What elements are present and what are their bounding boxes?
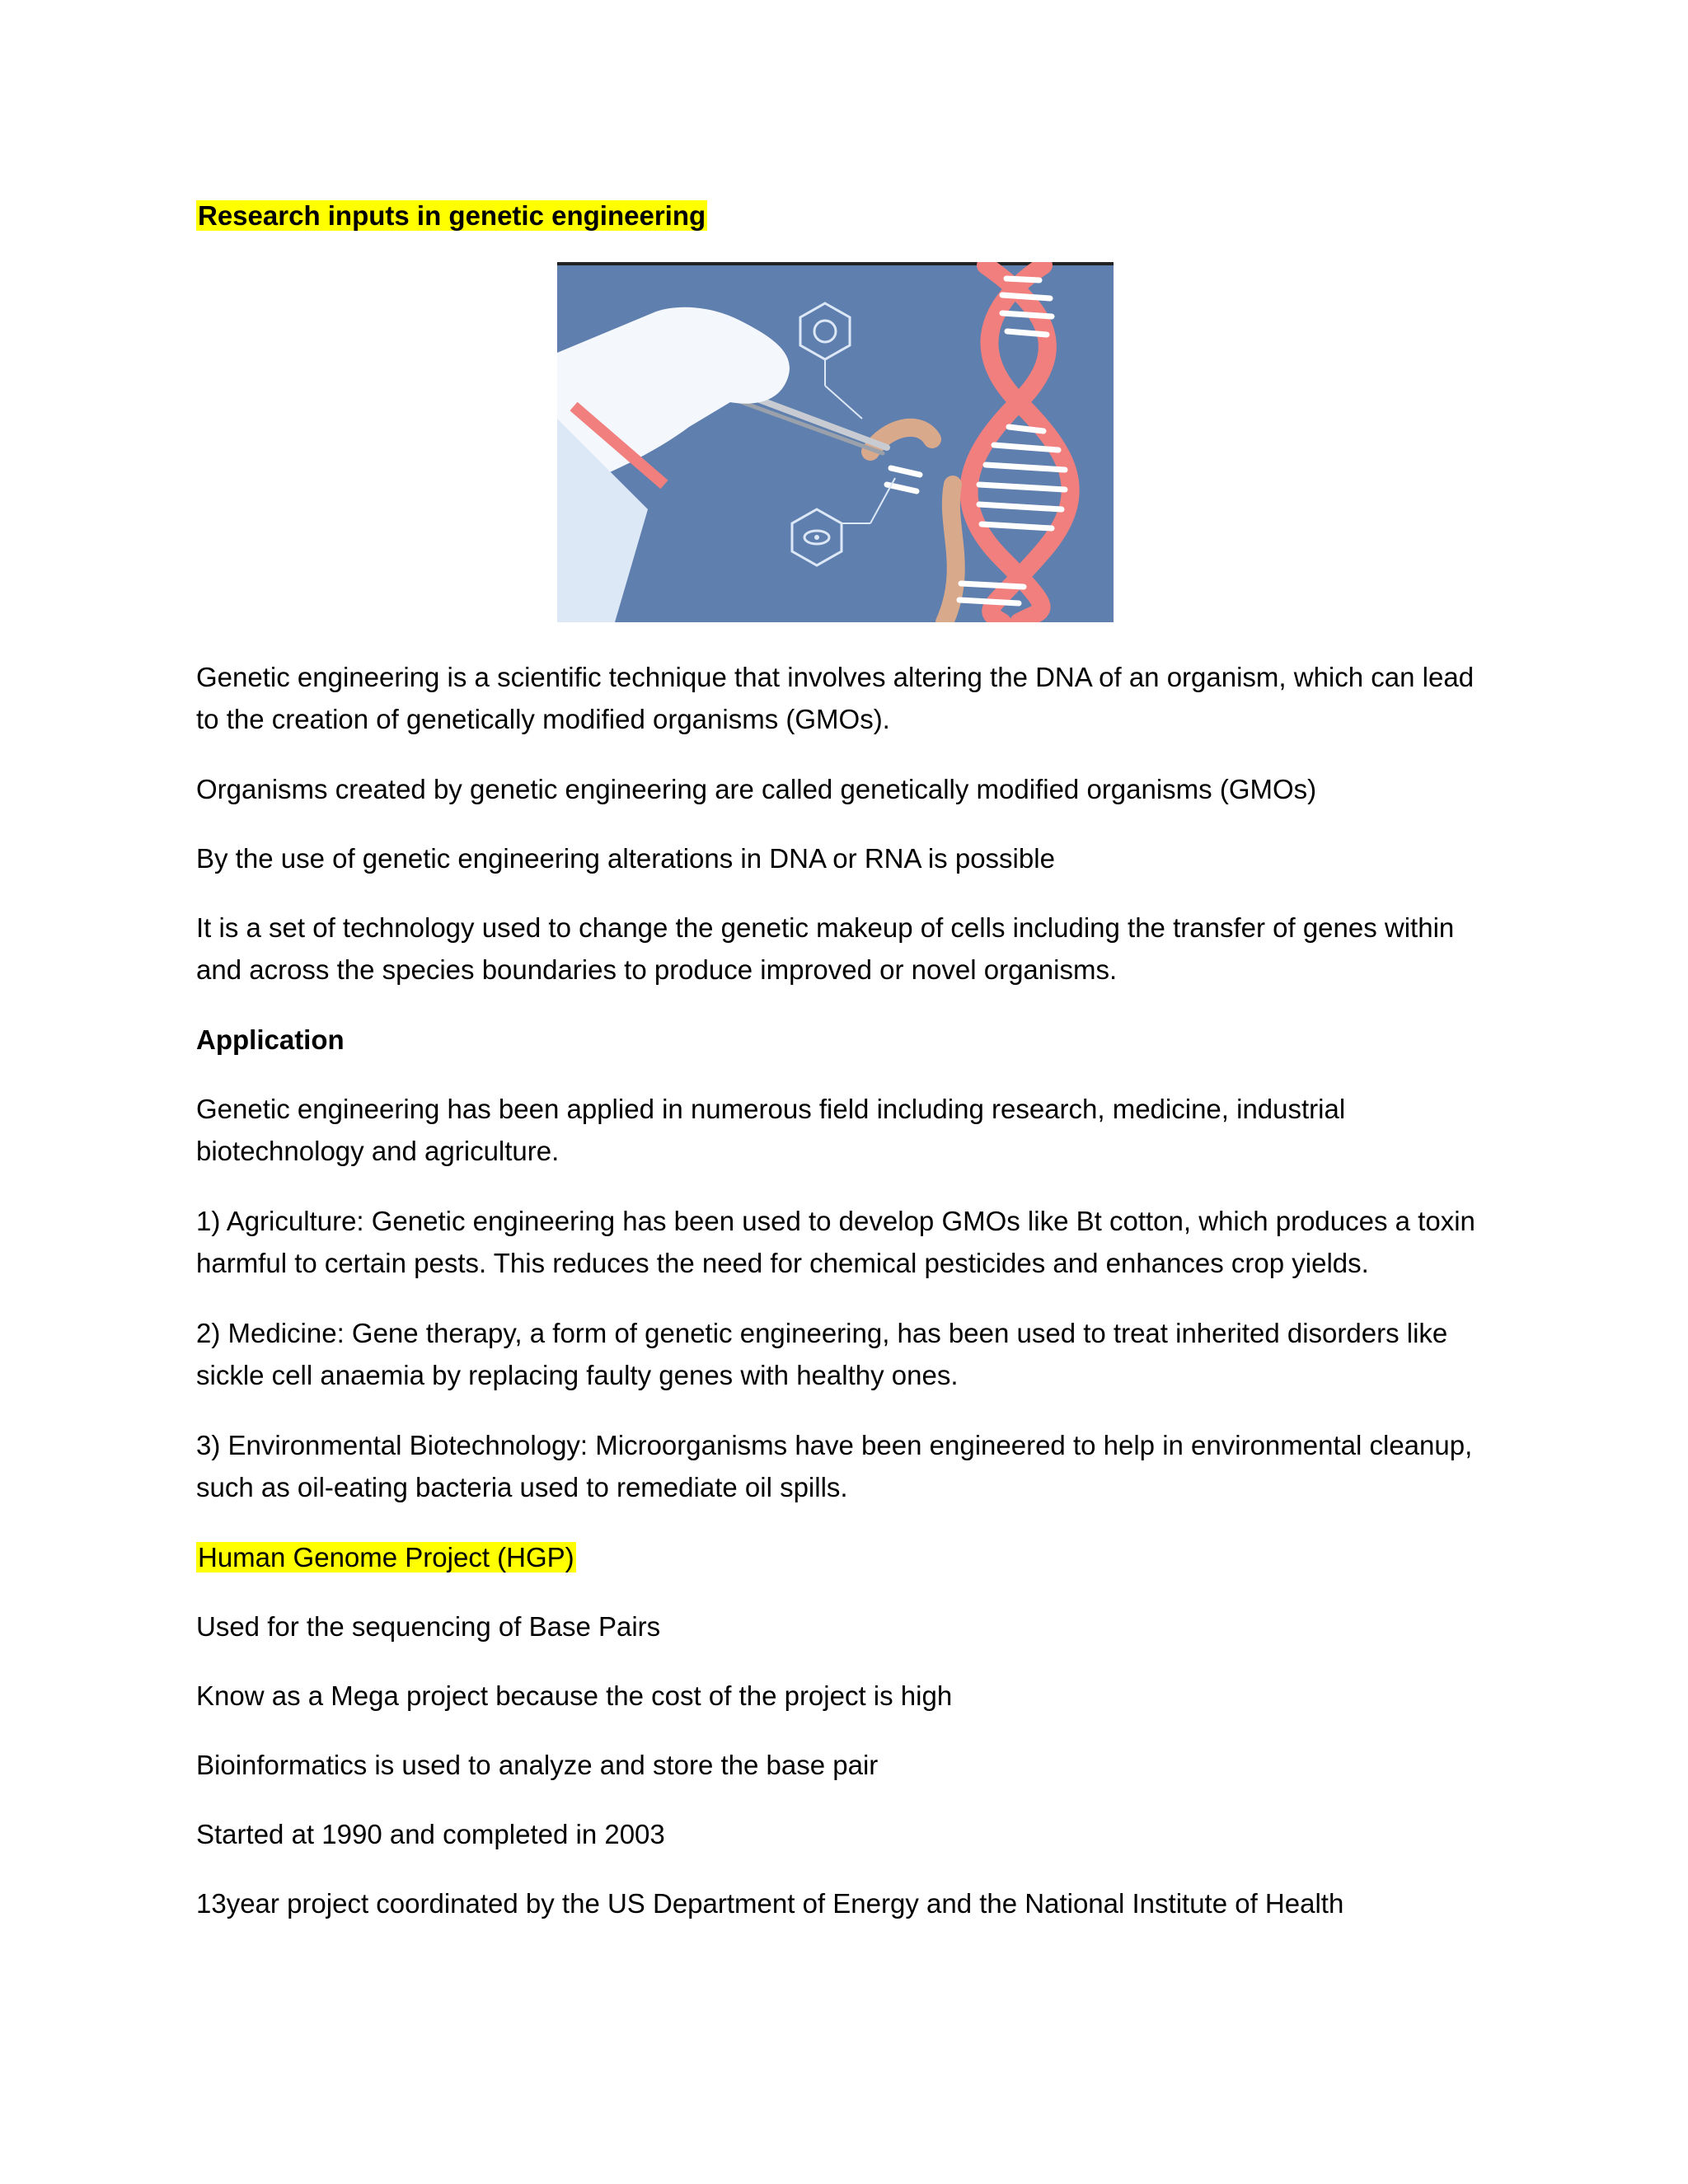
application-heading: Application <box>196 1024 345 1055</box>
hgp-item-4: Started at 1990 and completed in 2003 <box>196 1819 665 1849</box>
intro-paragraph-1: Genetic engineering is a scientific technique that involves altering the DNA of an organism, which can lead to the creation of genetically modified organisms (GMOs). <box>196 662 1475 734</box>
hgp-item-5: 13year project coordinated by the US Department of Energy and the National Institute of Health <box>196 1888 1344 1919</box>
intro-paragraph-4: It is a set of technology used to change the genetic makeup of cells including the transfer of genes within and across the species boundaries to produce improved or novel organisms. <box>196 912 1455 985</box>
application-paragraph-2: 1) Agriculture: Genetic engineering has been used to develop GMOs like Bt cotton, which produces a toxin harmful to certain pests. This reduces the need for chemical pesticides and enhances crop yields. <box>196 1206 1475 1278</box>
dna-strand-beige <box>945 485 956 622</box>
application-paragraph-4: 3) Environmental Biotechnology: Microorganisms have been engineered to help in environmental cleanup, such as oil-eating bacteria used to remediate oil spills. <box>196 1430 1473 1502</box>
page-title <box>196 194 1490 237</box>
hgp-heading <box>196 1536 1490 1578</box>
application-paragraph-1: Genetic engineering has been applied in numerous field including research, medicine, industrial biotechnology and agriculture. <box>196 1094 1346 1166</box>
hgp-item-2: Know as a Mega project because the cost of the project is high <box>196 1680 953 1711</box>
hgp-heading-highlight: Human Genome Project (HGP) <box>198 1542 574 1572</box>
title-highlight: Research inputs in genetic engineering <box>198 200 706 231</box>
illustration-svg <box>557 262 1114 622</box>
intro-paragraph-3: By the use of genetic engineering alterations in DNA or RNA is possible <box>196 843 1055 874</box>
application-paragraph-3: 2) Medicine: Gene therapy, a form of genetic engineering, has been used to treat inherited disorders like sickle cell anaemia by replacing faulty genes with healthy ones. <box>196 1318 1448 1390</box>
hgp-item-3: Bioinformatics is used to analyze and store the base pair <box>196 1750 879 1780</box>
intro-paragraph-2: Organisms created by genetic engineering are called genetically modified organisms (GMOs) <box>196 774 1317 804</box>
genetic-engineering-illustration <box>557 262 1114 622</box>
hgp-item-1: Used for the sequencing of Base Pairs <box>196 1611 661 1642</box>
